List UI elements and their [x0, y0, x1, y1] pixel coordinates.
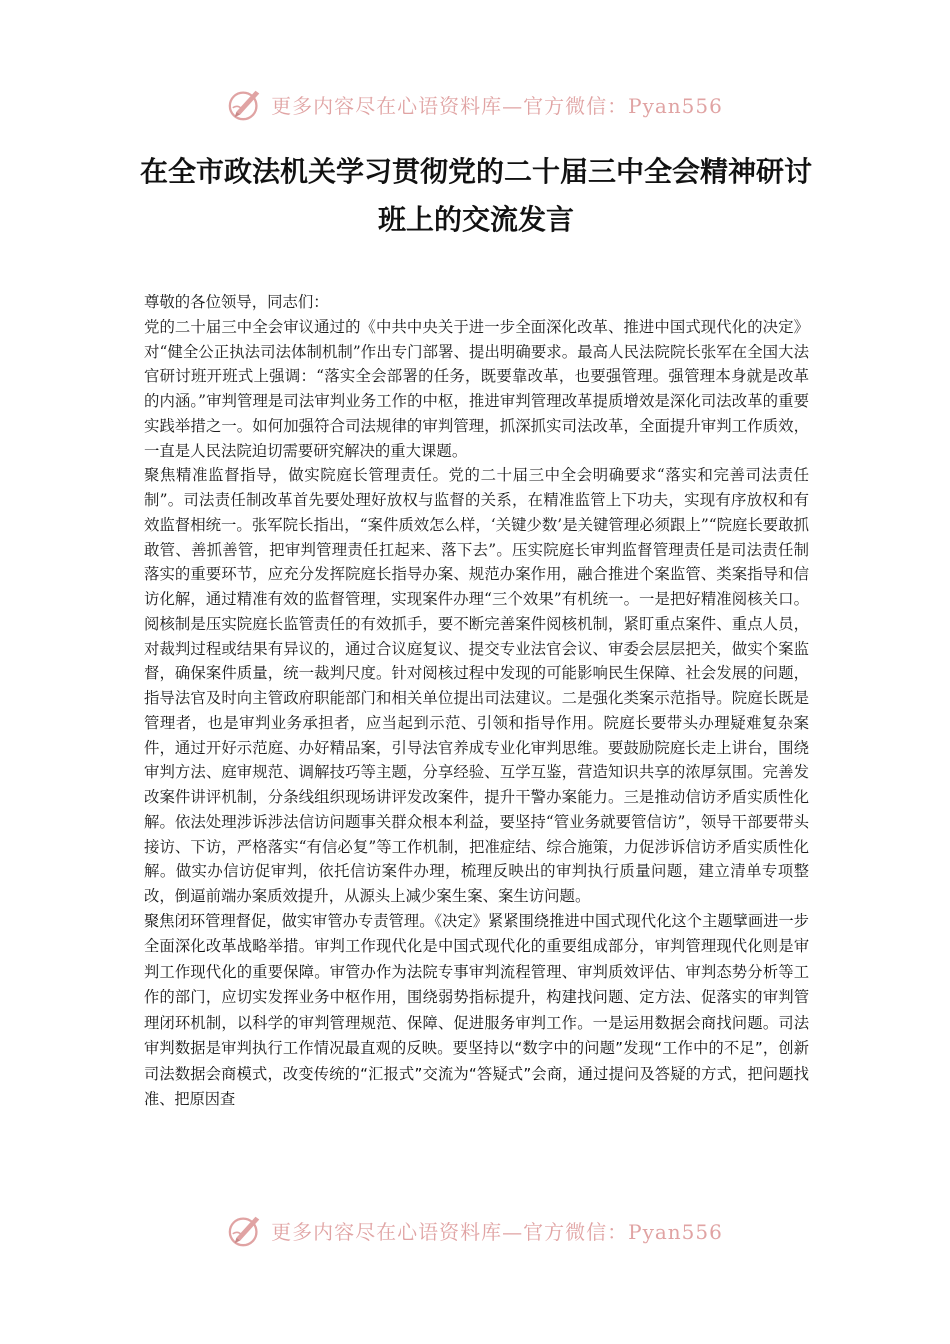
watermark-text: 更多内容尽在心语资料库—官方微信：Pyan556 — [271, 93, 723, 118]
document-body — [144, 290, 809, 1113]
pen-logo-icon — [227, 1211, 265, 1249]
document-title: 在全市政法机关学习贯彻党的二十届三中全会精神研讨班上的交流发言 — [140, 155, 813, 236]
paragraph-intro: 党的二十届三中全会审议通过的《中共中央关于进一步全面深化改革、推进中国式现代化的决定》对“健全公正执法司法体制机制”作出专门部署、提出明确要求。最高人民法院院长张军在全国大法官研讨班开班式上强调：“落实全会部署的任务，既要靠改革，也要强管理。强管理本身就是改革的内涵。”审判管理是司法审判业务工作的中枢，推进审判管理改革提质增效是深化司法改革的重要实践举措之一。如何加强符合司法规律的审判管理，抓深抓实司法改革，全面提升审判工作质效，一直是人民法院迫切需要研究解决的重大课题。 — [144, 317, 809, 460]
watermark-header — [0, 84, 950, 124]
pen-logo-icon — [227, 85, 265, 123]
salutation: 尊敬的各位领导，同志们： — [144, 293, 329, 311]
paragraph-supervision: 聚焦精准监督指导，做实院庭长管理责任。党的二十届三中全会明确要求“落实和完善司法责任制”。司法责任制改革首先要处理好放权与监督的关系，在精准监管上下功夫，实现有序放权和有效监督相统一。张军院长指出，“案件质效怎么样，‘关键少数’是关键管理必须跟上”“院庭长要敢抓敢管、善抓善管，把审判管理责任扛起来、落下去”。压实院庭长审判监督管理责任是司法责任制落实的重要环节，应充分发挥院庭长指导办案、规范办案作用，融合推进个案监管、类案指导和信访化解，通过精准有效的监督管理，实现案件办理“三个效果”有机统一。一是把好精准阅核关口。阅核制是压实院庭长监管责任的有效抓手，要不断完善案件阅核机制，紧盯重点案件、重点人员，对裁判过程或结果有异议的，通过合议庭复议、提交专业法官会议、审委会层层把关，做实个案监督，确保案件质量，统一裁判尺度。针对阅核过程中发现的可能影响民生保障、社会发展的问题，指导法官及时向主管政府职能部门和相关单位提出司法建议。二是强化类案示范指导。院庭长既是管理者，也是审判业务承担者，应当起到示范、引领和指导作用。院庭长要带头办理疑难复杂案件，通过开好示范庭、办好精品案，引导法官养成专业化审判思维。要鼓励院庭长走上讲台，围绕审判方法、庭审规范、调解技巧等主题，分享经验、互学互鉴，营造知识共享的浓厚氛围。完善发改案件讲评机制，分条线组织现场讲评发改案件，提升干警办案能力。三是推动信访矛盾实质性化解。依法处理涉诉涉法信访问题事关群众根本利益，要坚持“管业务就要管信访”，领导干部要带头接访、下访，严格落实“有信必复”等工作机制，把准症结、综合施策，力促涉诉信访矛盾实质性化解。做实办信访促审判，依托信访案件办理，梳理反映出的审判执行质量问题，建立清单专项整改，倒逼前端办案质效提升，从源头上减少案生案、案生访问题。 — [144, 466, 809, 905]
paragraph-closed-loop: 聚焦闭环管理督促，做实审管办专责管理。《决定》紧紧围绕推进中国式现代化这个主题擘画进一步全面深化改革战略举措。审判工作现代化是中国式现代化的重要组成部分，审判管理现代化则是审判工作现代化的重要保障。审管办作为法院专事审判流程管理、审判质效评估、审判态势分析等工作的部门，应切实发挥业务中枢作用，围绕弱势指标提升，构建找问题、定方法、促落实的审判管理闭环机制，以科学的审判管理规范、保障、促进服务审判工作。一是运用数据会商找问题。司法审判数据是审判执行工作情况最直观的反映。要坚持以“数字中的问题”发现“工作中的不足”，创新司法数据会商模式，改变传统的“汇报式”交流为“答疑式”会商，通过提问及答疑的方式，把问题找准、把原因查 — [144, 911, 809, 1109]
watermark-text: 更多内容尽在心语资料库—官方微信：Pyan556 — [271, 1219, 723, 1244]
watermark-footer — [0, 1210, 950, 1250]
